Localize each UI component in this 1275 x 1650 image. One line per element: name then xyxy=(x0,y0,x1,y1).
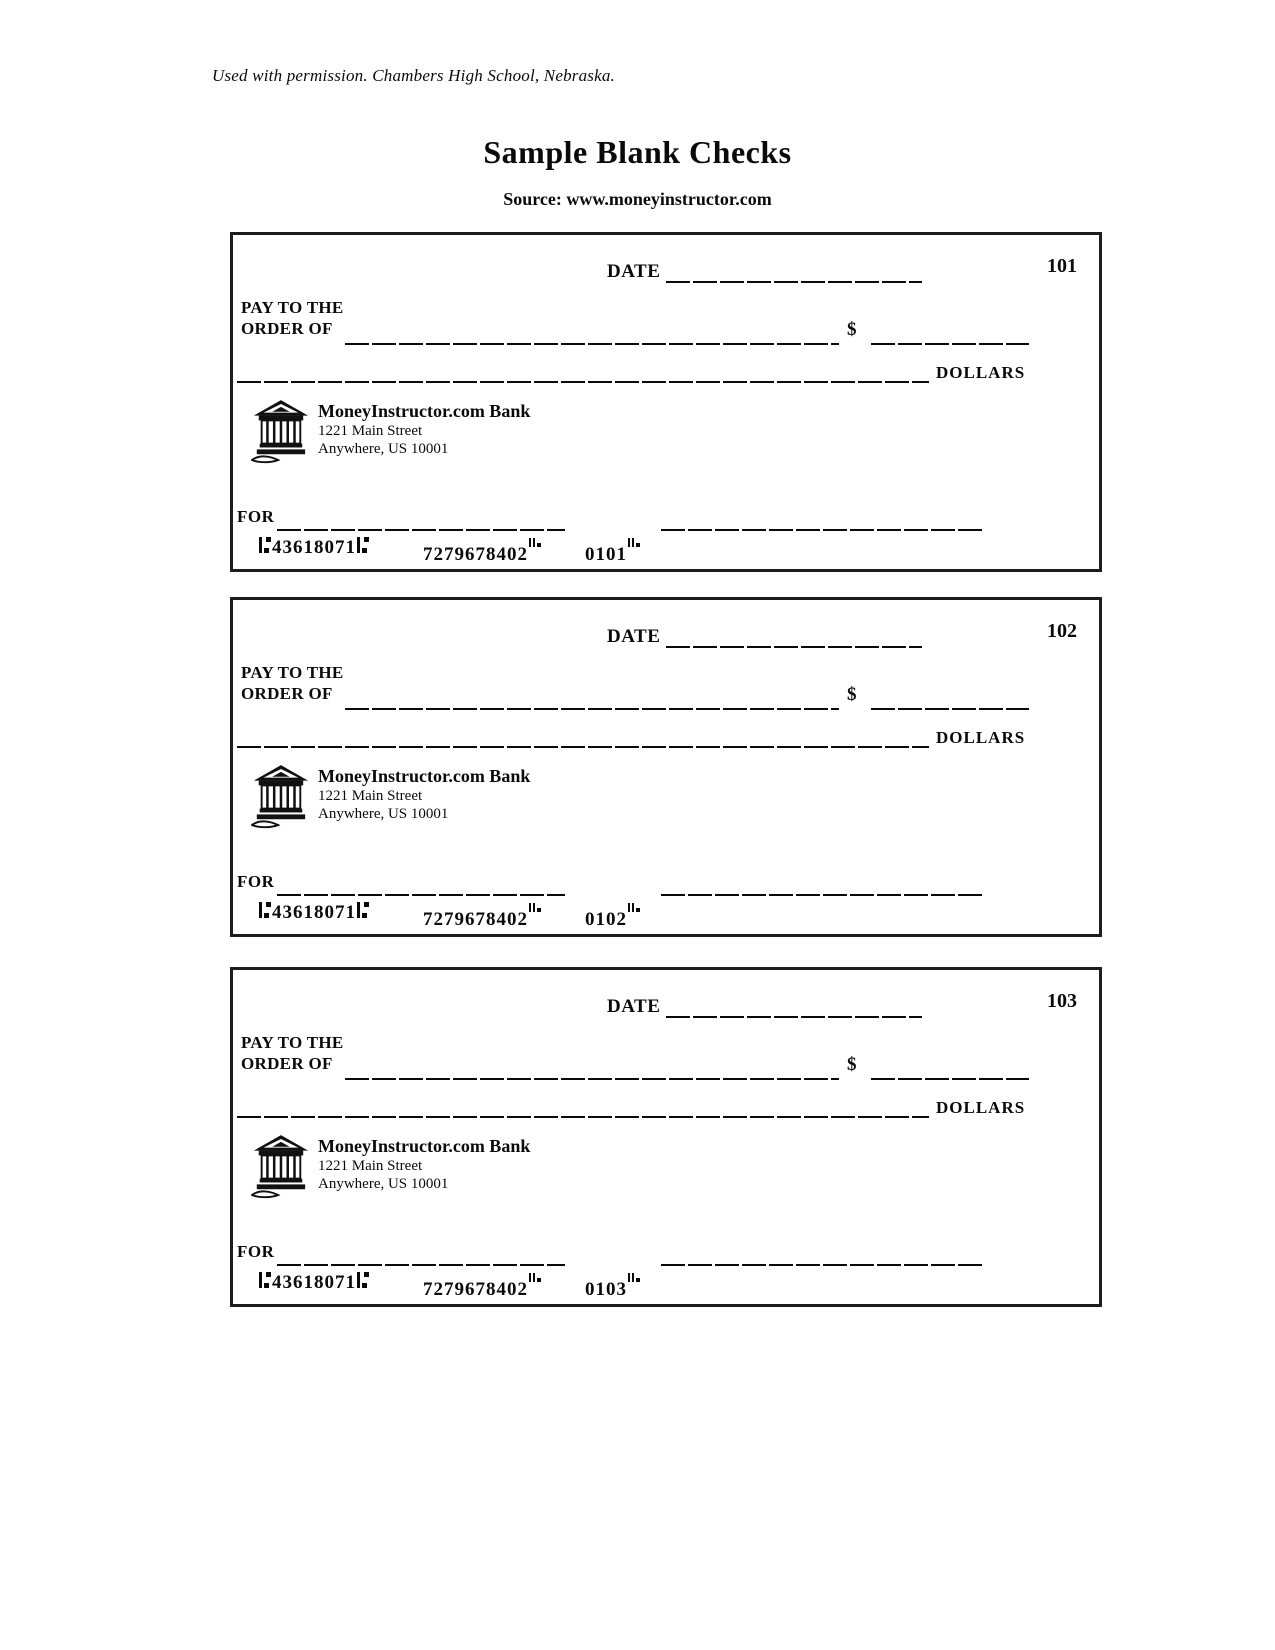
micr-transit-icon xyxy=(356,537,370,554)
signature-input-line[interactable] xyxy=(661,1264,983,1266)
dollars-label: DOLLARS xyxy=(936,728,1026,747)
bank-block xyxy=(251,399,530,465)
micr-check-number-group xyxy=(585,1272,640,1301)
pay-to-label-line1: PAY TO THE xyxy=(241,663,344,682)
bank-building-icon xyxy=(251,399,309,465)
micr-onus-icon xyxy=(627,1272,640,1289)
dollar-sign: $ xyxy=(847,319,857,340)
for-label: FOR xyxy=(237,507,275,526)
micr-account-group xyxy=(423,1272,541,1301)
amount-input-line[interactable] xyxy=(871,1078,1029,1080)
micr-transit-icon xyxy=(258,902,272,919)
amount-input-line[interactable] xyxy=(871,708,1029,710)
date-label: DATE xyxy=(607,261,661,282)
pay-to-label-line2: ORDER OF xyxy=(241,684,333,703)
micr-check-number: 0101 xyxy=(585,544,627,565)
amount-words-input-line[interactable] xyxy=(237,1116,929,1118)
source-line: Source: www.moneyinstructor.com xyxy=(503,189,772,209)
date-input-line[interactable] xyxy=(666,281,922,283)
bank-street: 1221 Main Street xyxy=(318,788,423,804)
pay-to-the-order-of-label xyxy=(241,297,344,339)
micr-line xyxy=(233,537,1099,563)
date-input-line[interactable] xyxy=(666,646,922,648)
date-label: DATE xyxy=(607,996,661,1017)
micr-account-number: 7279678402 xyxy=(423,1279,528,1300)
dollar-sign: $ xyxy=(847,684,857,705)
bank-building-icon xyxy=(251,764,309,830)
check-103 xyxy=(230,967,1102,1307)
amount-words-input-line[interactable] xyxy=(237,746,929,748)
micr-onus-icon xyxy=(627,902,640,919)
bank-name: MoneyInstructor.com Bank xyxy=(318,766,531,786)
bank-name: MoneyInstructor.com Bank xyxy=(318,1136,531,1156)
micr-routing-number: 43618071 xyxy=(272,1272,356,1293)
amount-input-line[interactable] xyxy=(871,343,1029,345)
dollar-sign: $ xyxy=(847,1054,857,1075)
micr-transit-icon xyxy=(356,902,370,919)
bank-city: Anywhere, US 10001 xyxy=(318,441,449,457)
micr-account-number: 7279678402 xyxy=(423,909,528,930)
micr-check-number: 0103 xyxy=(585,1279,627,1300)
bank-building-icon xyxy=(251,1134,309,1200)
micr-account-group xyxy=(423,537,541,566)
micr-onus-icon xyxy=(528,1272,541,1289)
bank-street: 1221 Main Street xyxy=(318,1158,423,1174)
date-label: DATE xyxy=(607,626,661,647)
bank-block xyxy=(251,764,530,830)
pay-to-label-line1: PAY TO THE xyxy=(241,1033,344,1052)
micr-onus-icon xyxy=(627,537,640,554)
payee-input-line[interactable] xyxy=(345,343,839,345)
date-input-line[interactable] xyxy=(666,1016,922,1018)
memo-input-line[interactable] xyxy=(277,1264,565,1266)
check-101 xyxy=(230,232,1102,572)
dollars-label: DOLLARS xyxy=(936,363,1026,382)
micr-check-number-group xyxy=(585,902,640,931)
micr-line xyxy=(233,1272,1099,1298)
check-number: 102 xyxy=(1047,620,1077,642)
bank-address xyxy=(318,399,530,465)
for-label: FOR xyxy=(237,1242,275,1261)
micr-line xyxy=(233,902,1099,928)
signature-input-line[interactable] xyxy=(661,894,983,896)
pay-to-label-line1: PAY TO THE xyxy=(241,298,344,317)
bank-name: MoneyInstructor.com Bank xyxy=(318,401,531,421)
micr-account-group xyxy=(423,902,541,931)
memo-input-line[interactable] xyxy=(277,894,565,896)
micr-routing-group xyxy=(258,902,370,924)
micr-transit-icon xyxy=(258,1272,272,1289)
micr-transit-icon xyxy=(258,537,272,554)
page-title: Sample Blank Checks xyxy=(483,134,792,170)
payee-input-line[interactable] xyxy=(345,1078,839,1080)
bank-address xyxy=(318,1134,530,1200)
check-number: 103 xyxy=(1047,990,1077,1012)
bank-block xyxy=(251,1134,530,1200)
dollars-label: DOLLARS xyxy=(936,1098,1026,1117)
check-number: 101 xyxy=(1047,255,1077,277)
micr-onus-icon xyxy=(528,902,541,919)
micr-onus-icon xyxy=(528,537,541,554)
bank-city: Anywhere, US 10001 xyxy=(318,806,449,822)
micr-account-number: 7279678402 xyxy=(423,544,528,565)
micr-check-number: 0102 xyxy=(585,909,627,930)
memo-input-line[interactable] xyxy=(277,529,565,531)
bank-street: 1221 Main Street xyxy=(318,423,423,439)
permission-note: Used with permission. Chambers High School, Nebraska. xyxy=(212,66,616,85)
check-102 xyxy=(230,597,1102,937)
micr-routing-group xyxy=(258,1272,370,1294)
pay-to-the-order-of-label xyxy=(241,1032,344,1074)
bank-address xyxy=(318,764,530,830)
micr-routing-number: 43618071 xyxy=(272,537,356,558)
for-label: FOR xyxy=(237,872,275,891)
payee-input-line[interactable] xyxy=(345,708,839,710)
micr-transit-icon xyxy=(356,1272,370,1289)
bank-city: Anywhere, US 10001 xyxy=(318,1176,449,1192)
pay-to-label-line2: ORDER OF xyxy=(241,319,333,338)
signature-input-line[interactable] xyxy=(661,529,983,531)
micr-routing-number: 43618071 xyxy=(272,902,356,923)
pay-to-the-order-of-label xyxy=(241,662,344,704)
micr-routing-group xyxy=(258,537,370,559)
pay-to-label-line2: ORDER OF xyxy=(241,1054,333,1073)
micr-check-number-group xyxy=(585,537,640,566)
amount-words-input-line[interactable] xyxy=(237,381,929,383)
